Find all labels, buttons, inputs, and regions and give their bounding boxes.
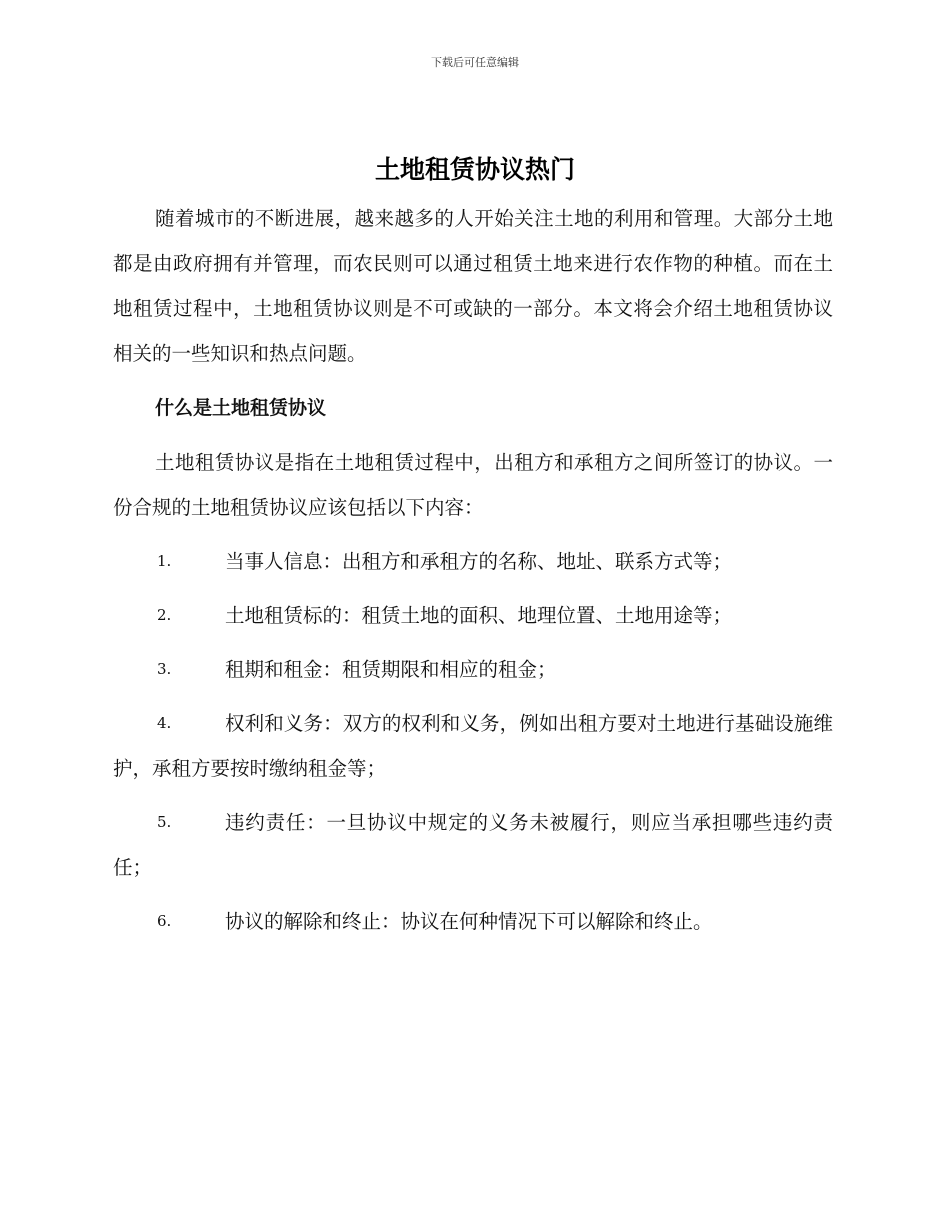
section-heading: 什么是土地租赁协议 <box>155 397 327 419</box>
list-item <box>113 647 833 692</box>
list-item-text: 协议的解除和终止：协议在何种情况下可以解除和终止。 <box>225 910 713 933</box>
list-item <box>113 539 833 584</box>
list-item <box>113 899 833 944</box>
list-item-number: 6. <box>157 912 172 930</box>
list-item-number: 1. <box>157 552 172 570</box>
list-item-text: 权利和义务：双方的权利和义务，例如出租方要对土地进行基础设施维护，承租方要按时缴纳租金等； <box>113 712 833 780</box>
list-item <box>113 800 833 890</box>
list-item-number: 4. <box>157 714 172 732</box>
list-item-text: 当事人信息：出租方和承租方的名称、地址、联系方式等； <box>225 550 733 573</box>
page-header-note: 下载后可任意编辑 <box>431 56 519 69</box>
list-item-number: 2. <box>157 606 172 624</box>
intro-paragraph: 随着城市的不断进展，越来越多的人开始关注土地的利用和管理。大部分土地都是由政府拥有并管理，而农民则可以通过租赁土地来进行农作物的种植。而在土地租赁过程中，土地租赁协议则是不可或缺的一部分。本文将会介绍土地租赁协议相关的一些知识和热点问题。 <box>113 207 833 365</box>
list-item <box>113 701 833 791</box>
list-item-text: 违约责任：一旦协议中规定的义务未被履行，则应当承担哪些违约责任； <box>113 811 833 879</box>
definition-paragraph: 土地租赁协议是指在土地租赁过程中，出租方和承租方之间所签订的协议。一份合规的土地租赁协议应该包括以下内容： <box>113 451 833 519</box>
list-item-text: 租期和租金：租赁期限和相应的租金； <box>225 658 557 681</box>
content-list <box>113 539 833 944</box>
list-item <box>113 593 833 638</box>
document-body <box>113 196 833 944</box>
list-item-number: 5. <box>157 813 172 831</box>
list-item-number: 3. <box>157 660 172 678</box>
document-title: 土地租赁协议热门 <box>374 155 575 184</box>
list-item-text: 土地租赁标的：租赁土地的面积、地理位置、土地用途等； <box>225 604 733 627</box>
